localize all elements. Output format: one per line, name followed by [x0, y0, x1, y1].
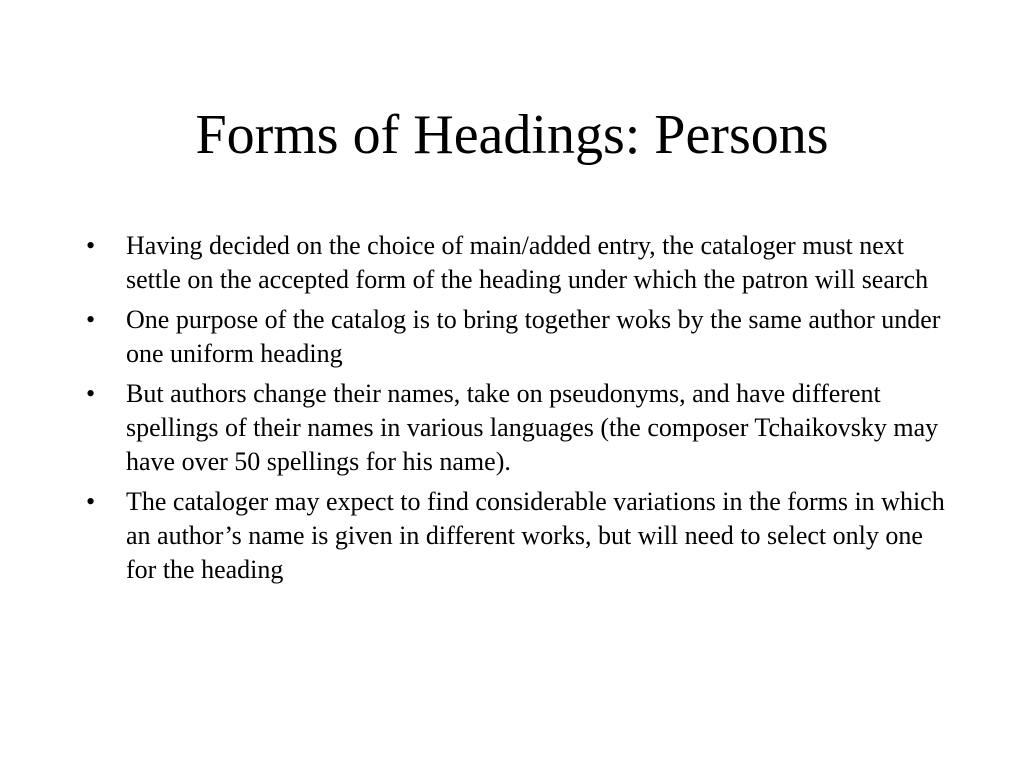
bullet-item — [86, 485, 946, 587]
bullet-item — [86, 377, 946, 479]
slide-title: Forms of Headings: Persons — [195, 104, 829, 166]
bullet-text: Having decided on the choice of main/added entry, the cataloger must next settle on the accepted form of the heading under which the patron will search — [126, 231, 929, 294]
bullet-icon: • — [86, 305, 96, 334]
bullet-icon: • — [86, 487, 96, 516]
bullet-list — [86, 229, 946, 593]
bullet-icon: • — [86, 379, 96, 408]
bullet-text: One purpose of the catalog is to bring together woks by the same author under one uniform heading — [126, 305, 941, 368]
bullet-item — [86, 303, 946, 371]
bullet-item — [86, 229, 946, 297]
bullet-text: The cataloger may expect to find considerable variations in the forms in which an author’s name is given in different works, but will need to select only one for the heading — [126, 487, 945, 584]
bullet-icon: • — [86, 231, 96, 260]
bullet-text: But authors change their names, take on pseudonyms, and have different spellings of their names in various languages (the composer Tchaikovsky may have over 50 spellings for his name). — [126, 379, 939, 476]
